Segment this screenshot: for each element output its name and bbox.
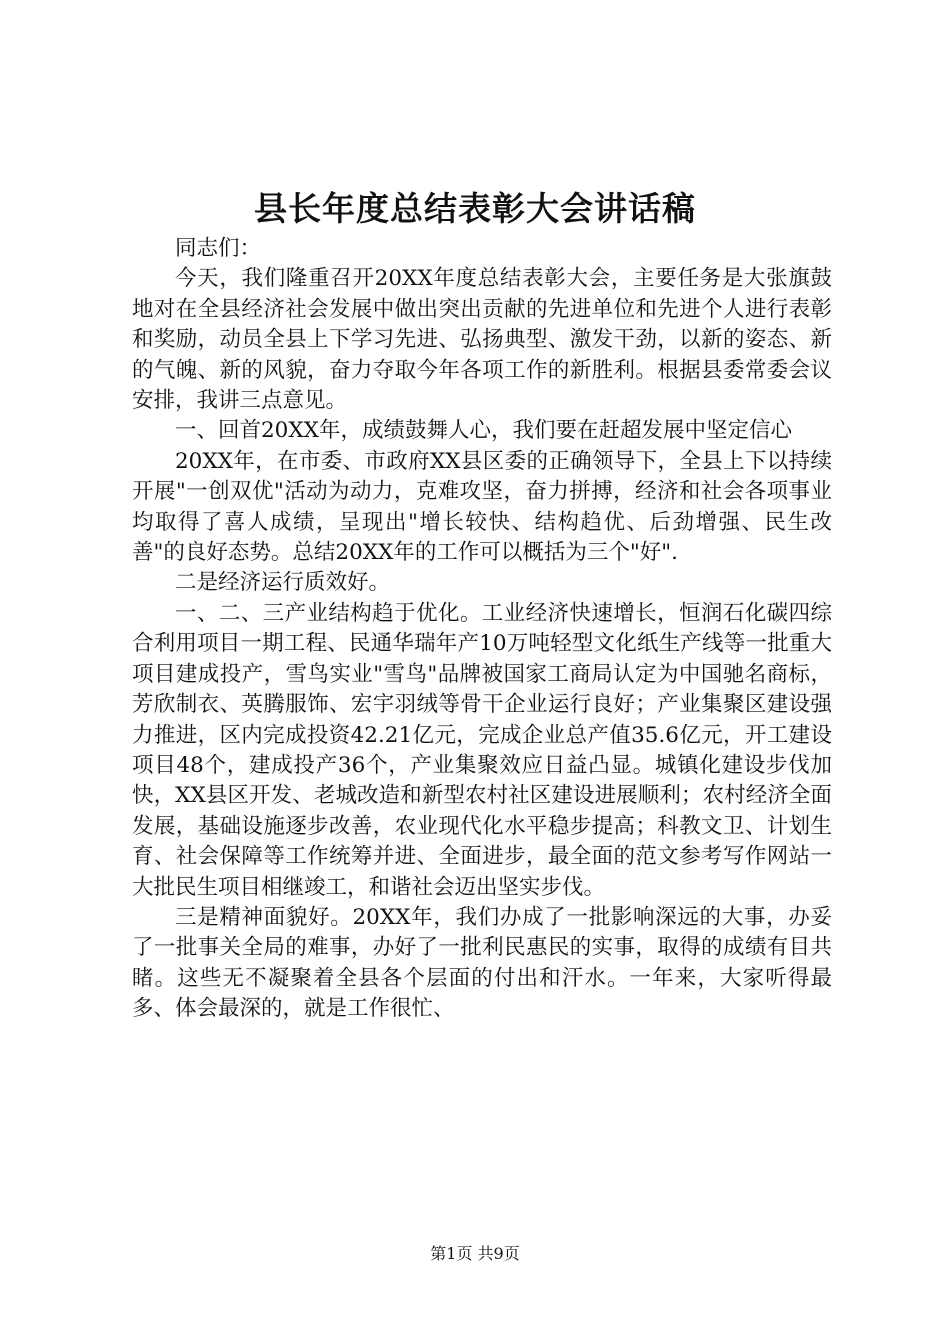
page-footer: 第1页 共9页 xyxy=(430,1244,520,1263)
salutation-paragraph: 同志们： xyxy=(175,236,262,261)
body-paragraph: 三是精神面貌好。20XX年，我们办成了一批影响深远的大事，办妥了一批事关全局的难事，办好了一批利民惠民的实事，取得的成绩有目共睹。这些无不凝聚着全县各个层面的付出和汗水。一年来，大家听得最多、体会最深的，就是工作很忙、 xyxy=(132,904,832,1022)
body-paragraph: 20XX年，在市委、市政府XX县区委的正确领导下，全县上下以持续开展"一创双优"活动为动力，克难攻坚，奋力拼搏，经济和社会各项事业均取得了喜人成绩，呈现出"增长较快、结构趋优、后劲增强、民生改善"的良好态势。总结20XX年的工作可以概括为三个"好". xyxy=(132,448,832,566)
body-paragraph: 二是经济运行质效好。 xyxy=(175,570,391,596)
body-paragraph: 今天，我们隆重召开20XX年度总结表彰大会，主要任务是大张旗鼓地对在全县经济社会发展中做出突出贡献的先进单位和先进个人进行表彰和奖励，动员全县上下学习先进、弘扬典型、激发干劲，以新的姿态、新的气魄、新的风貌，奋力夺取今年各项工作的新胜利。根据县委常委会议安排，我讲三点意见。 xyxy=(132,266,832,414)
section-heading: 一、回首20XX年，成绩鼓舞人心，我们要在赶超发展中坚定信心 xyxy=(175,418,792,444)
document-body xyxy=(132,234,832,1025)
document-title: 县长年度总结表彰大会讲话稿 xyxy=(254,189,696,228)
body-paragraph: 一、二、三产业结构趋于优化。工业经济快速增长，恒润石化碳四综合利用项目一期工程、民通华瑞年产10万吨轻型文化纸生产线等一批重大项目建成投产，雪鸟实业"雪鸟"品牌被国家工商局认定为中国驰名商标，芳欣制衣、英腾服饰、宏宇羽绒等骨干企业运行良好；产业集聚区建设强力推进，区内完成投资42.21亿元，完成企业总产值35.6亿元，开工建设项目48个，建成投产36个，产业集聚效应日益凸显。城镇化建设步伐加快，XX县区开发、老城改造和新型农村社区建设进展顺利；农村经济全面发展，基础设施逐步改善，农业现代化水平稳步提高；科教文卫、计划生育、社会保障等工作统筹并进、全面进步，最全面的范文参考写作网站一大批民生项目相继竣工，和谐社会迈出坚实步伐。 xyxy=(132,600,832,900)
